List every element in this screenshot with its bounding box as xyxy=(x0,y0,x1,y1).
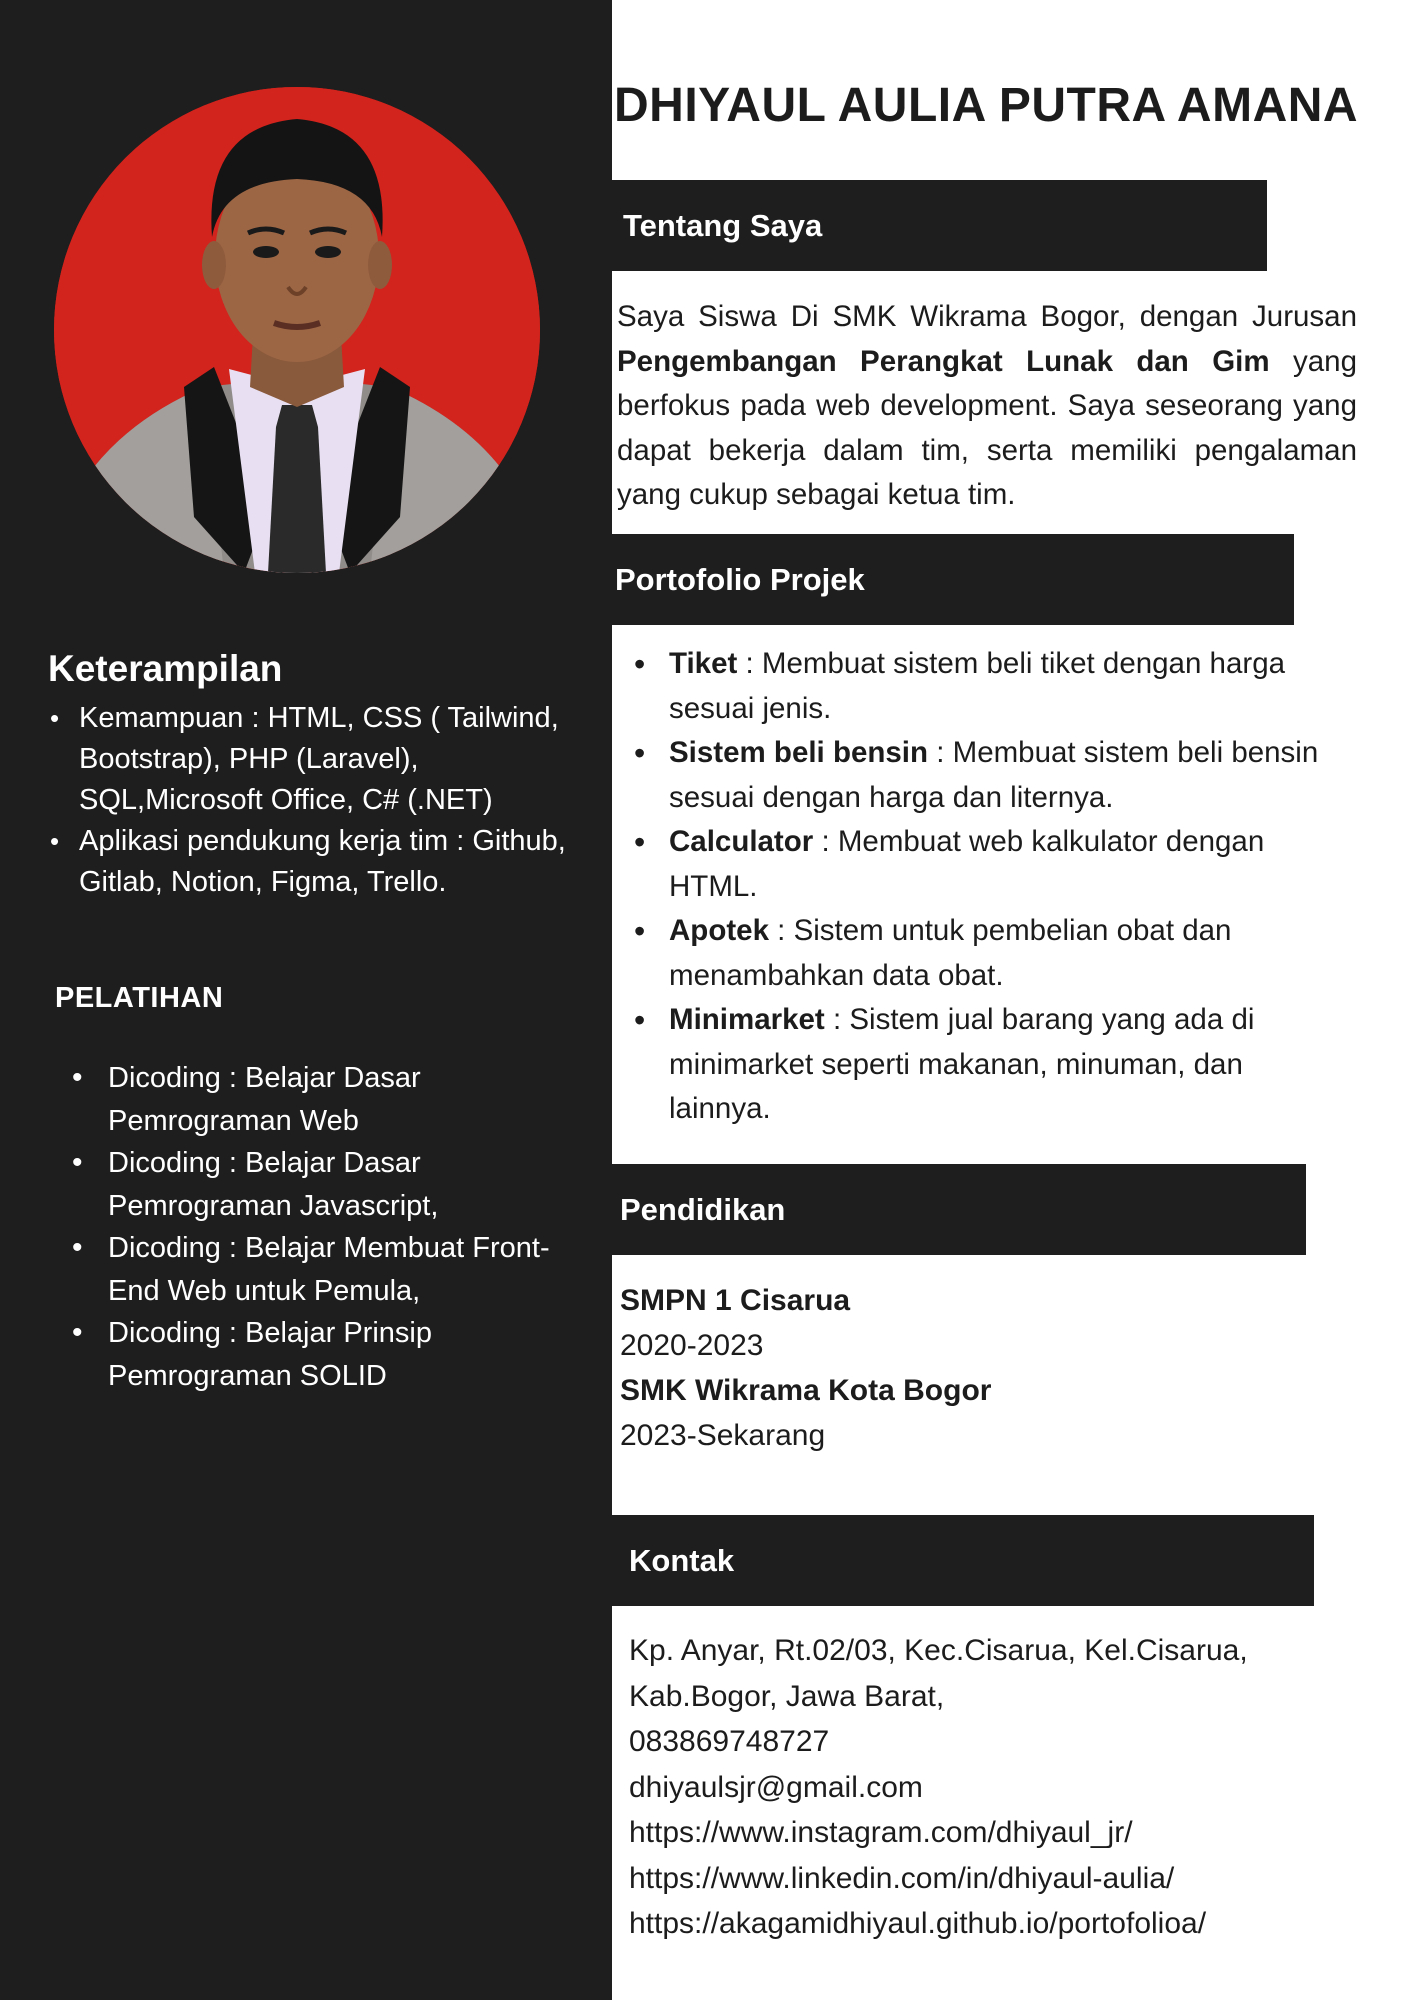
training-list xyxy=(72,1057,572,1397)
project-desc: : Sistem jual barang yang ada di minimarket seperti makanan, minuman, dan lainnya. xyxy=(669,1003,1255,1125)
portfolio-section-header xyxy=(612,534,1294,625)
training-heading: PELATIHAN xyxy=(55,982,224,1014)
list-item xyxy=(632,731,1352,820)
contact-details xyxy=(629,1628,1399,1947)
contact-instagram-link[interactable]: https://www.instagram.com/dhiyaul_jr/ xyxy=(629,1816,1133,1849)
school-name: SMPN 1 Cisarua xyxy=(620,1284,851,1317)
list-item xyxy=(632,909,1352,998)
school-years: 2020-2023 xyxy=(620,1329,764,1362)
about-section-header xyxy=(612,180,1267,271)
list-item: • Dicoding : Belajar Dasar Pemrograman Javascript, xyxy=(72,1142,572,1227)
skills-heading: Keterampilan xyxy=(48,648,283,689)
list-item xyxy=(632,820,1352,909)
list-item: • Dicoding : Belajar Dasar Pemrograman Web xyxy=(72,1057,572,1142)
list-item: • Kemampuan : HTML, CSS ( Tailwind, Bootstrap), PHP (Laravel), SQL,Microsoft Office, C# (.NET) xyxy=(48,698,578,821)
list-item: • Dicoding : Belajar Membuat Front-End Web untuk Pemula, xyxy=(72,1227,572,1312)
project-name: Apotek xyxy=(669,914,769,947)
profile-photo-illustration xyxy=(54,87,540,573)
portfolio-heading: Portofolio Projek xyxy=(615,561,865,597)
contact-heading: Kontak xyxy=(629,1542,735,1578)
project-desc: : Membuat web kalkulator dengan HTML. xyxy=(669,825,1265,903)
list-item xyxy=(632,998,1352,1132)
list-item: • Aplikasi pendukung kerja tim : Github, Gitlab, Notion, Figma, Trello. xyxy=(48,821,578,903)
contact-phone: 083869748727 xyxy=(629,1725,830,1758)
school-name: SMK Wikrama Kota Bogor xyxy=(620,1374,992,1407)
project-desc: : Sistem untuk pembelian obat dan menambahkan data obat. xyxy=(669,914,1232,992)
project-name: Minimarket xyxy=(669,1003,825,1036)
list-item: • Dicoding : Belajar Prinsip Pemrograman SOLID xyxy=(72,1312,572,1397)
about-text xyxy=(617,295,1357,518)
project-name: Calculator xyxy=(669,825,814,858)
school-years: 2023-Sekarang xyxy=(620,1419,826,1452)
about-text-part: Saya Siswa Di SMK Wikrama Bogor, dengan Jurusan xyxy=(617,300,1357,333)
contact-website-link[interactable]: https://akagamidhiyaul.github.io/portofolioa/ xyxy=(629,1907,1207,1940)
contact-address: Kp. Anyar, Rt.02/03, Kec.Cisarua, Kel.Cisarua, Kab.Bogor, Jawa Barat, xyxy=(629,1634,1248,1713)
list-item xyxy=(632,642,1352,731)
project-desc: : Membuat sistem beli bensin sesuai dengan harga dan liternya. xyxy=(669,736,1319,814)
about-major: Pengembangan Perangkat Lunak dan Gim xyxy=(617,344,1270,378)
contact-linkedin-link[interactable]: https://www.linkedin.com/in/dhiyaul-aulia/ xyxy=(629,1861,1175,1895)
education-section-header xyxy=(612,1164,1306,1255)
person-name: DHIYAUL AULIA PUTRA AMANA xyxy=(614,79,1359,132)
contact-email[interactable]: dhiyaulsjr@gmail.com xyxy=(629,1770,923,1804)
education-heading: Pendidikan xyxy=(620,1191,786,1227)
skills-list xyxy=(48,698,578,903)
profile-photo xyxy=(54,87,540,573)
project-name: Tiket xyxy=(669,647,738,680)
contact-section-header xyxy=(612,1515,1314,1606)
education-list xyxy=(620,1278,991,1458)
project-name: Sistem beli bensin xyxy=(669,736,929,769)
about-text-part: yang berfokus pada web development. Saya seseorang yang dapat bekerja dalam tim, serta memiliki pengalaman yang cukup sebagai ketua tim. xyxy=(617,344,1357,511)
project-desc: : Membuat sistem beli tiket dengan harga sesuai jenis. xyxy=(669,647,1286,725)
portfolio-list xyxy=(632,642,1352,1132)
sidebar xyxy=(0,0,612,2000)
about-heading: Tentang Saya xyxy=(623,207,823,243)
